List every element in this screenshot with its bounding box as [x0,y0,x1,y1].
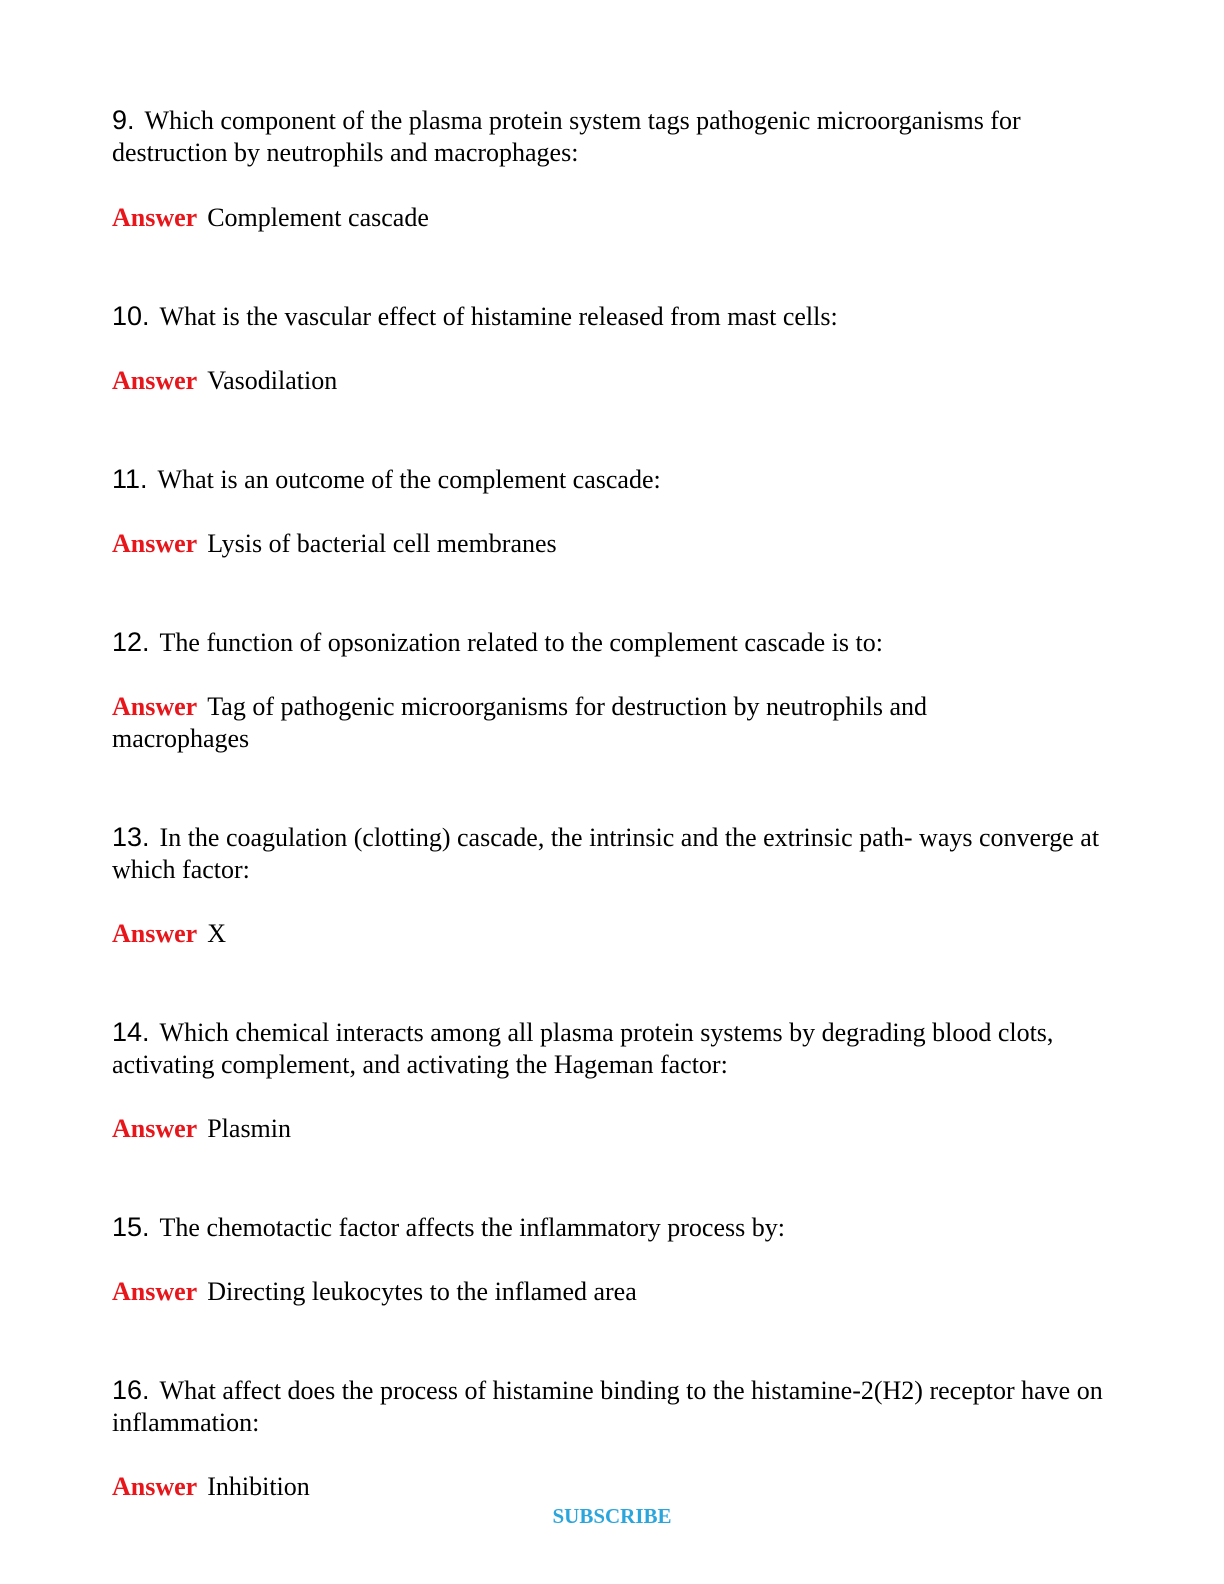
question-14 [112,1016,1122,1081]
question-number: 16. [112,1375,150,1405]
question-number: 10. [112,301,150,331]
qa-item-13 [112,821,1122,948]
answer-12 [112,691,1012,755]
question-number: 14. [112,1017,150,1047]
answer-text: Plasmin [207,1114,292,1143]
answer-label: Answer [112,692,198,721]
question-12 [112,626,1122,659]
answer-text: Directing leukocytes to the inflamed area [207,1277,637,1306]
question-text: The chemotactic factor affects the inflammatory process by: [159,1213,785,1242]
question-number: 12. [112,627,150,657]
question-number: 11. [112,464,148,494]
question-13 [112,821,1122,886]
question-number: 9. [112,105,135,135]
answer-text: Vasodilation [207,366,338,395]
question-11 [112,463,1122,496]
subscribe-link[interactable]: SUBSCRIBE [552,1504,672,1528]
answer-11 [112,528,1122,560]
question-10 [112,300,1122,333]
question-text: What affect does the process of histamine binding to the histamine-2(H2) receptor have on inflammation: [112,1376,1103,1437]
answer-label: Answer [112,919,198,948]
question-text: Which chemical interacts among all plasma protein systems by degrading blood clots, activating complement, and activating the Hageman factor: [112,1018,1054,1079]
answer-label: Answer [112,1114,198,1143]
question-text: In the coagulation (clotting) cascade, the intrinsic and the extrinsic path- ways converge at which factor: [112,823,1100,884]
question-number: 15. [112,1212,150,1242]
answer-text: X [207,919,226,948]
question-text: The function of opsonization related to the complement cascade is to: [159,628,883,657]
question-9 [112,104,1122,169]
qa-item-10 [112,300,1122,395]
qa-item-12 [112,626,1122,753]
answer-text: Lysis of bacterial cell membranes [207,529,557,558]
qa-item-11 [112,463,1122,558]
answer-14 [112,1113,1122,1145]
answer-label: Answer [112,366,198,395]
answer-9 [112,202,1122,234]
qa-item-14 [112,1016,1122,1143]
answer-label: Answer [112,203,198,232]
question-text: What is an outcome of the complement cascade: [157,465,661,494]
answer-16 [112,1471,1122,1503]
answer-label: Answer [112,529,198,558]
answer-text: Inhibition [207,1472,310,1501]
question-text: Which component of the plasma protein system tags pathogenic microorganisms for destruction by neutrophils and macrophages: [112,106,1021,167]
qa-item-9 [112,104,1122,232]
answer-label: Answer [112,1472,198,1501]
answer-10 [112,365,1122,397]
answer-label: Answer [112,1277,198,1306]
answer-15 [112,1276,1122,1308]
question-text: What is the vascular effect of histamine released from mast cells: [159,302,838,331]
answer-13 [112,918,1122,950]
question-16 [112,1374,1122,1439]
question-15 [112,1211,1122,1244]
qa-item-15 [112,1211,1122,1306]
answer-text: Tag of pathogenic microorganisms for destruction by neutrophils and macrophages [112,692,927,753]
question-number: 13. [112,822,150,852]
qa-item-16 [112,1374,1122,1501]
answer-text: Complement cascade [207,203,429,232]
